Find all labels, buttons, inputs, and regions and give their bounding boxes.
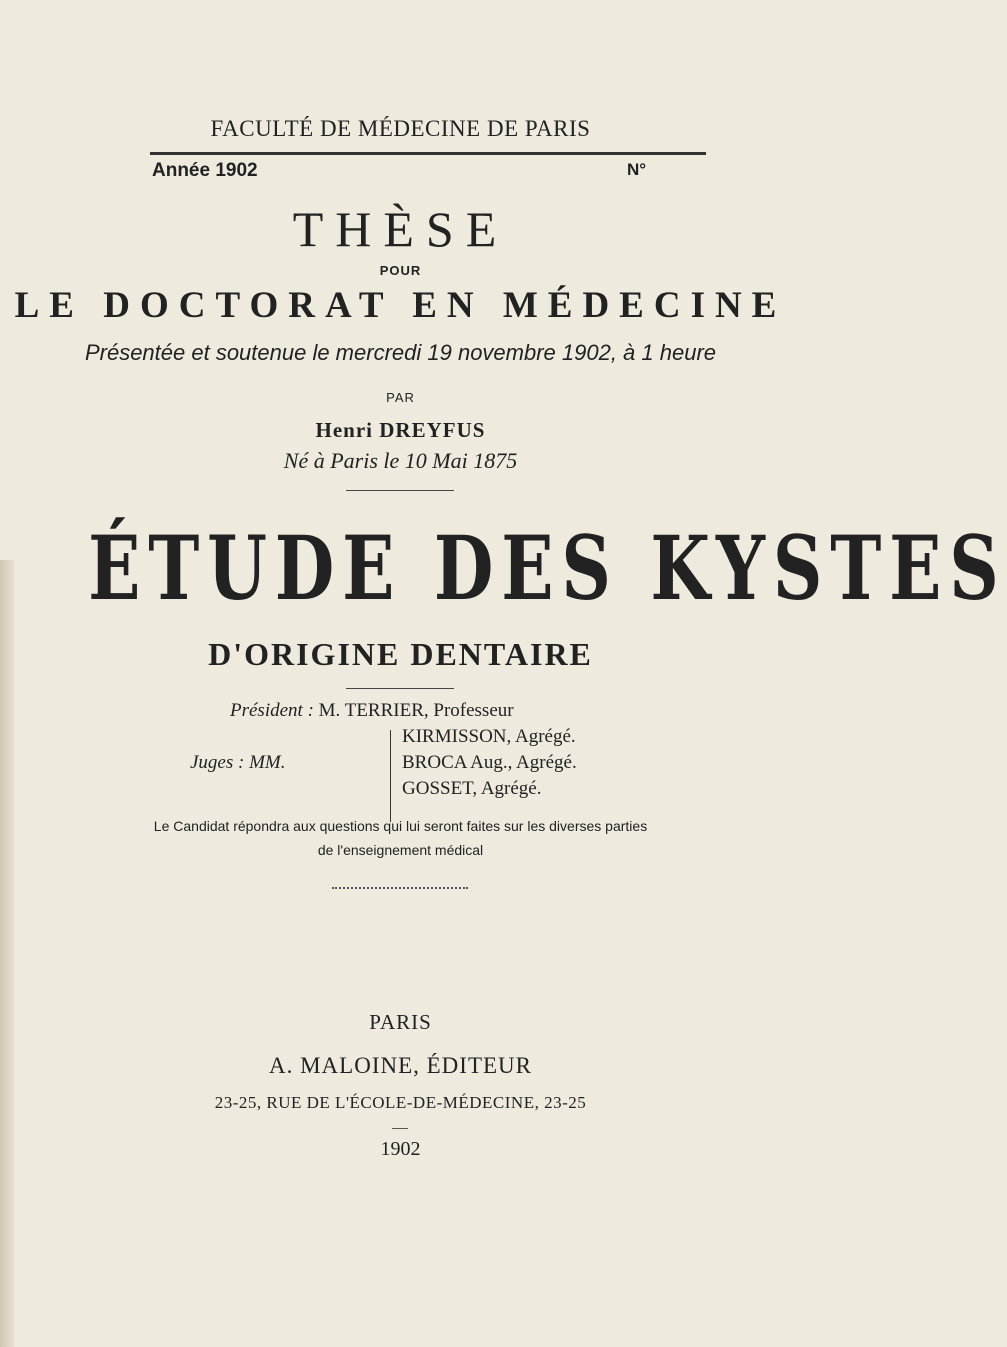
annee-label: Année 1902 [152, 160, 258, 181]
header-rule [150, 152, 706, 155]
divider [346, 688, 454, 689]
ornamental-rule [332, 887, 468, 892]
author-name: Henri DREYFUS [315, 418, 486, 442]
page-spine-shadow [0, 560, 14, 1347]
juge-name: GOSSET, Agrégé. [402, 778, 542, 799]
publisher-address: 23-25, RUE DE L'ÉCOLE-DE-MÉDECINE, 23-25 [214, 1093, 587, 1112]
subject-subtitle: D'ORIGINE DENTAIRE [208, 636, 593, 672]
numero-label: N° [627, 160, 647, 179]
publisher-name: A. MALOINE, ÉDITEUR [268, 1053, 532, 1078]
divider [392, 1128, 408, 1129]
candidat-notice: Le Candidat répondra aux questions qui lui seront faites sur les diverses parties [153, 818, 648, 834]
divider [346, 490, 454, 491]
juge-name: KIRMISSON, Agrégé. [402, 726, 576, 747]
juge-name: BROCA Aug., Agrégé. [402, 752, 577, 773]
jury-brace [390, 730, 395, 822]
juges-label: Juges : MM. [190, 752, 286, 773]
president-name: M. TERRIER, Professeur [318, 700, 514, 721]
president-label: Président : [230, 700, 314, 721]
these-title: THÈSE [292, 201, 509, 257]
pour-label: POUR [379, 263, 422, 278]
author-birth: Né à Paris le 10 Mai 1875 [283, 448, 518, 473]
candidat-notice-line2: de l'enseignement médical [317, 842, 484, 858]
publisher-city: PARIS [369, 1010, 432, 1034]
faculty-heading: FACULTÉ DE MÉDECINE DE PARIS [210, 116, 591, 141]
subject-title: ÉTUDE DES KYSTES [88, 516, 1007, 620]
presentation-date: Présentée et soutenue le mercredi 19 novembre 1902, à 1 heure [84, 340, 717, 365]
par-label: PAR [386, 390, 415, 405]
doctorat-title: LE DOCTORAT EN MÉDECINE [14, 285, 787, 326]
publication-year: 1902 [380, 1138, 421, 1160]
